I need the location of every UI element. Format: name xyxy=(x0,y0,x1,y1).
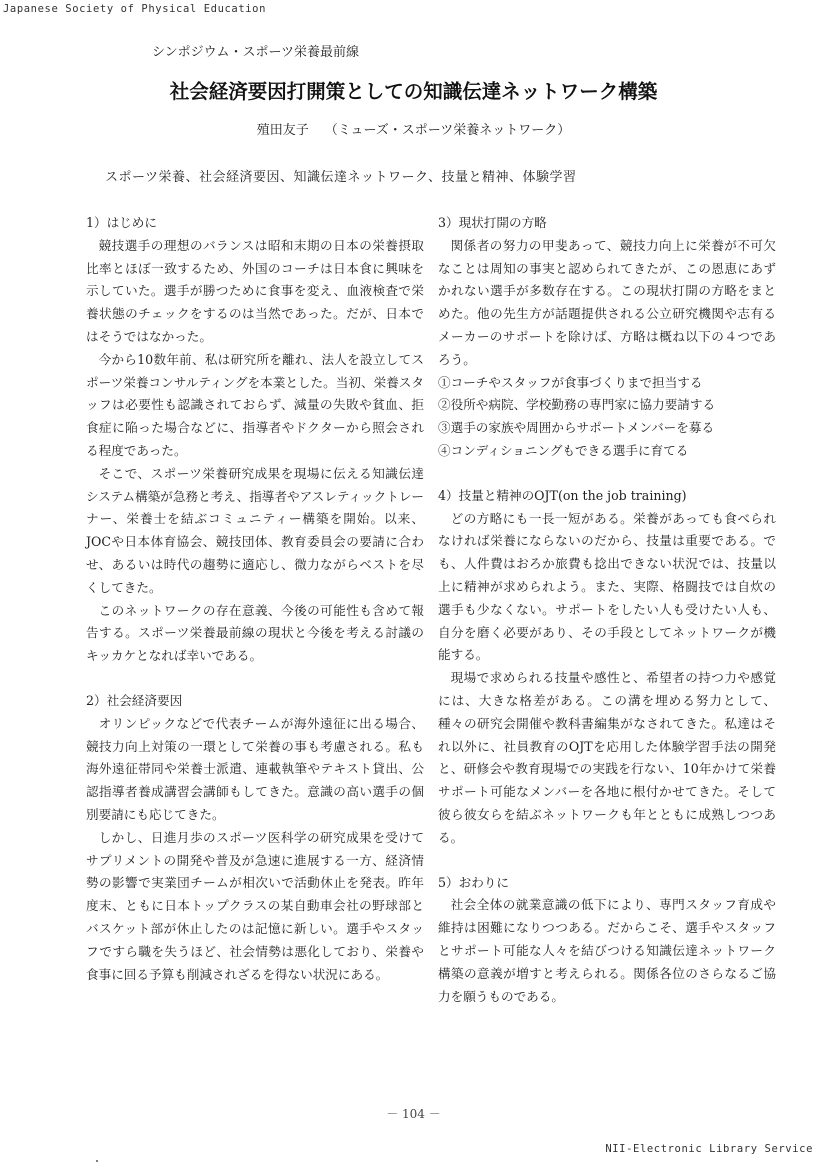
left-column xyxy=(86,212,424,986)
paragraph: 関係者の努力の甲斐あって、競技力向上に栄養が不可欠なことは周知の事実と認められてきたが、この恩恵にあずかれない選手が多数存在する。この現状打開の方略をまとめた。他の先生方が話題提供される公立研究機関や志有るメーカーのサポートを除けば、方略は概ね以下の４つであろう。 xyxy=(438,237,776,367)
keywords: スポーツ栄養、社会経済要因、知識伝達ネットワーク、技量と精神、体験学習 xyxy=(105,170,577,185)
section-title-socioeconomic: 2）社会経済要因 xyxy=(86,692,183,708)
author-affiliation: （ミューズ・スポーツ栄養ネットワーク） xyxy=(324,123,571,138)
section-title-ojt: 4）技量と精神のOJT(on the job training) xyxy=(438,487,687,503)
list-item: ④コンディショニングもできる選手に育てる xyxy=(438,442,689,458)
author-line xyxy=(0,119,827,138)
right-column xyxy=(438,212,776,1008)
symposium-series-label: シンポジウム・スポーツ栄養最前線 xyxy=(152,45,360,60)
article-title: 社会経済要因打開策としての知識伝達ネットワーク構築 xyxy=(169,80,658,103)
paragraph: 現場で求められる技量や感性と、希望者の持つ力や感覚には、大きな格差がある。この溝を埋める努力として、種々の研究会開催や教科書編集がなされてきた。私達はそれ以外に、社員教育のOJTを応用した体験学習手法の開発と、研修会や教育現場での実践を行ない、10年かけて栄養サポート可能なメンバーを各地に根付かせてきた。そして彼ら彼女らを結ぶネットワークも年とともに成熟しつつある。 xyxy=(438,670,776,845)
paragraph: このネットワークの存在意義、今後の可能性も含めて報告する。スポーツ栄養最前線の現状と今後を考える討議のキッカケとなれば幸いである。 xyxy=(86,602,424,664)
paragraph: オリンピックなどで代表チームが海外遠征に出る場合、競技力向上対策の一環として栄養の事も考慮される。私も海外遠征帯同や栄養士派遣、連載執筆やテキスト貸出、公認指導者養成講習会講師もしてきた。意識の高い選手の個別要請にも応じてきた。 xyxy=(86,715,424,822)
list-item: ①コーチやスタッフが食事づくりまで担当する xyxy=(438,374,703,390)
paragraph: しかし、日進月歩のスポーツ医科学の研究成果を受けてサプリメントの開発や普及が急速に進展する一方、経済情勢の影響で実業団チームが相次いで活動休止を発表。昨年度末、ともに日本トップクラスの某自動車会社の野球部とバスケット部が休止したのは記憶に新しい。選手やスタッフですら職を失うほど、社会情勢は悪化しており、栄養や食事に回る予算も削減されざるを得ない状況にある。 xyxy=(86,829,424,982)
list-item: ②役所や病院、学校勤務の専門家に協力要請する xyxy=(438,397,716,413)
page-number: － 104 － xyxy=(386,1107,441,1121)
paragraph: 社会全体の就業意識の低下により、専門スタッフ育成や維持は困難になりつつある。だからこそ、選手やスタッフとサポート可能な人々を結びつける知識伝達ネットワーク構築の意義が増すと考えられる。関係各位のさらなるご協力を願うものである。 xyxy=(438,897,776,1004)
scan-dot xyxy=(96,1160,98,1162)
list-item: ③選手の家族や周囲からサポートメンバーを募る xyxy=(438,420,715,436)
library-service-footer: NII-Electronic Library Service xyxy=(605,1143,813,1155)
author-name: 殖田友子 xyxy=(256,123,309,138)
society-header: Japanese Society of Physical Education xyxy=(3,3,267,15)
section-title-conclusion: 5）おわりに xyxy=(438,874,509,890)
section-title-introduction: 1）はじめに xyxy=(86,215,157,230)
paragraph: そこで、スポーツ栄養研究成果を現場に伝える知識伝達システム構築が急務と考え、指導者やアスレティックトレーナー、栄養士を結ぶコミュニティー構築を開始。以来、JOCや日本体育協会、競技団体、教育委員会の要請に合わせ、あるいは時代の趨勢に適応し、微力ながらベストを尽くしてきた。 xyxy=(86,465,425,595)
paragraph: 今から10数年前、私は研究所を離れ、法人を設立してスポーツ栄養コンサルティングを本業とした。当初、栄養スタッフは必要性も認識されておらず、減量の失敗や貧血、拒食症に陥った場合などに、指導者やドクターから照会される程度であった。 xyxy=(86,351,424,458)
paragraph: どの方略にも一長一短がある。栄養があっても食べられなければ栄養にならないのだから、技量は重要である。でも、人件費はおろか旅費も捻出できない状況では、技量以上に精神が求められよう。また、実際、格闘技では自炊の選手も少なくない。サポートをしたい人も受けたい人も、自分を磨く必要があり、その手段としてネットワークが機能する。 xyxy=(438,510,776,663)
section-title-strategy: 3）現状打開の方略 xyxy=(438,215,547,230)
paragraph: 競技選手の理想のバランスは昭和末期の日本の栄養摂取比率とほぼ一致するため、外国のコーチは日本食に興味を示していた。選手が勝つために食事を変え、血液検査で栄養状態のチェックをするのは当然であった。だが、日本ではそうではなかった。 xyxy=(86,237,424,344)
